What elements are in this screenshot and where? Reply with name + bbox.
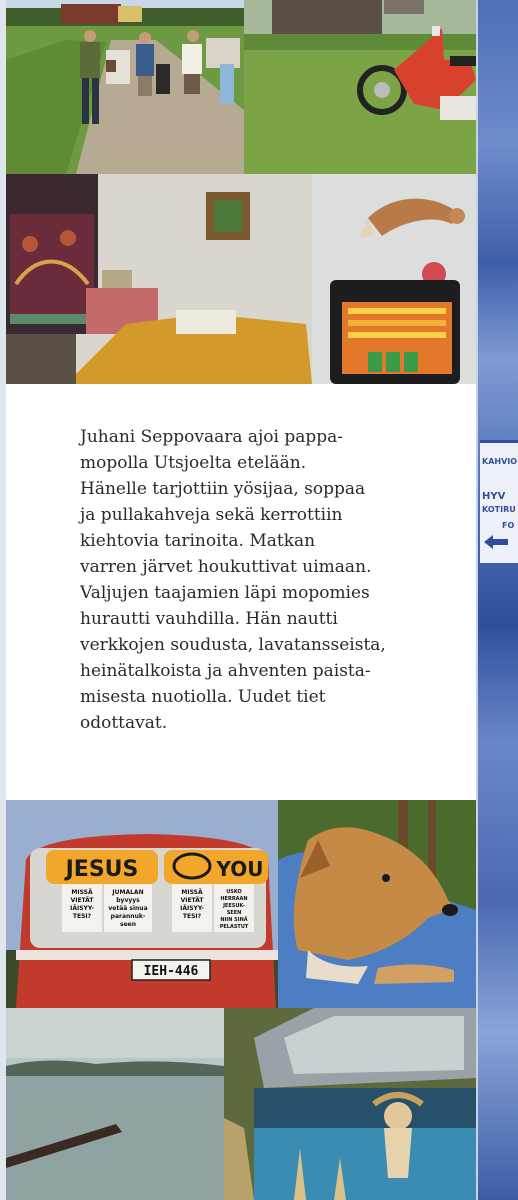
poster-line: JUMALAN [112,889,144,896]
spine-sign [480,440,518,563]
bus-poster [62,884,102,932]
bus-poster [172,884,212,932]
text-line: varren järvet houkuttivat uimaan. [80,557,372,577]
bus-sign-right: YOU [216,857,264,881]
book-spine-strip [476,0,518,1200]
photo-cabin-room [6,174,312,384]
photo-village-walk [6,0,244,174]
spine-sign-line: KOTIRU [482,505,516,514]
poster-line: SEEN [226,910,242,916]
poster-line: JEESUK- [223,903,245,909]
bus-poster [104,884,152,932]
poster-line: NIIN SINÄ [220,917,248,923]
photo-misty-lake [6,1008,224,1200]
text-line: heinätalkoista ja ahventen paista- [80,661,371,681]
text-line: verkkojen soudusta, lavatansseista, [80,635,386,655]
license-plate: IEH-446 [143,964,199,979]
story-text-panel [6,384,476,800]
text-line: odottavat. [80,713,168,733]
photo-slot-machine [312,174,476,384]
poster-line: VIETÄT [180,897,204,904]
poster-line: byvyys [116,897,140,904]
text-line: misesta nuotiolla. Uudet tiet [80,687,326,707]
photo-jesus-bus [6,800,278,1008]
text-line: mopolla Utsjoelta etelään. [80,453,307,473]
text-line: Juhani Seppovaara ajoi pappa- [80,427,344,447]
arrow-left-icon [484,535,508,549]
poster-line: IÄISYY- [180,905,204,912]
text-line: Hänelle tarjottiin yösijaa, soppaa [80,479,366,499]
bus-poster [214,884,254,932]
poster-line: vetää sinua [108,905,148,912]
poster-line: HERRAAN [220,896,248,902]
text-line: kiehtovia tarinoita. Matkan [80,531,316,551]
text-line: ja pullakahveja sekä kerrottiin [80,505,343,525]
poster-line: IÄISYY- [70,905,94,912]
poster-line: TESI? [72,913,92,920]
poster-line: parannuk- [110,913,146,920]
photo-moped-field [244,0,476,174]
poster-line: USKO [226,889,242,895]
bus-sign-left: JESUS [65,857,139,882]
cow-figure [106,50,130,84]
poster-line: VIETÄT [70,897,94,904]
poster-line: PELASTUT [219,924,249,930]
story-paragraph [80,424,452,736]
poster-line: MISSÄ [71,889,93,896]
spine-sign-line: FO [502,521,515,530]
spine-sign-line: KAHVIO [482,457,518,466]
rug-pattern [10,214,94,324]
text-line: hurautti vauhdilla. Hän nautti [80,609,338,629]
spine-sign-line: HYV [482,491,506,502]
poster-line: TESI? [182,913,202,920]
poster-line: seen [120,921,136,928]
text-line: Valjujen taajamien läpi mopomies [80,583,370,603]
poster-line: MISSÄ [181,889,203,896]
slot-lights [348,308,446,338]
photo-dog [278,800,476,1008]
photo-car-mural [224,1008,476,1200]
